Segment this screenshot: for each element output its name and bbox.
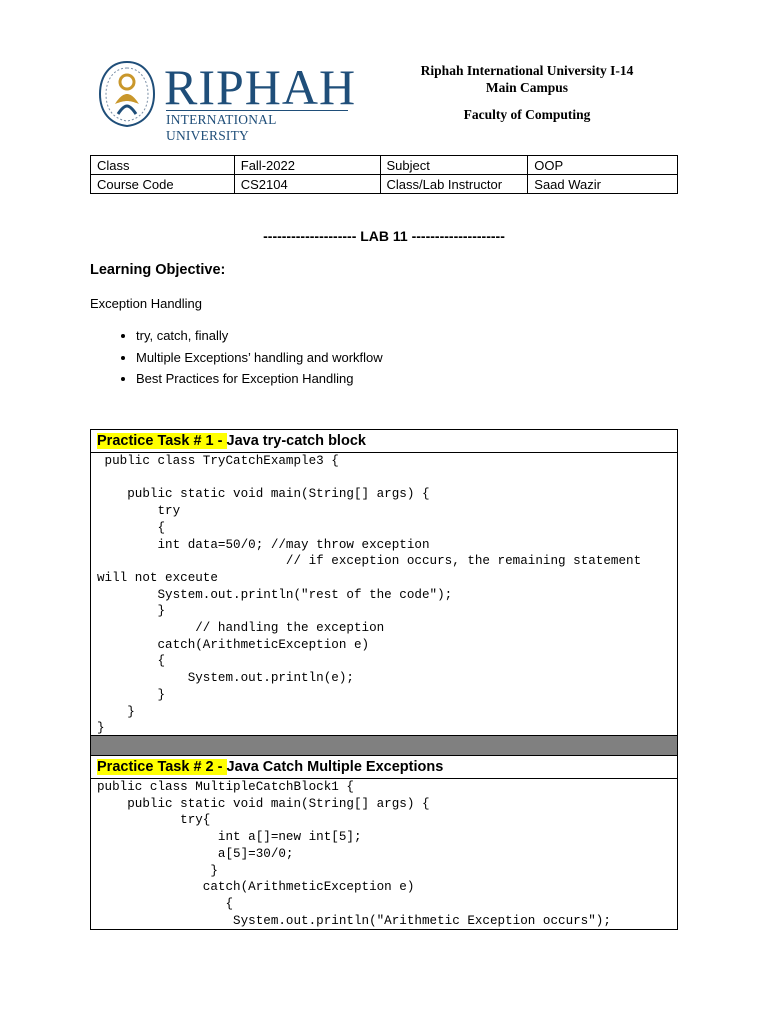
course-info-table [90, 155, 678, 194]
section-divider [90, 735, 678, 756]
code-block: public class TryCatchExample3 { public static void main(String[] args) { try { int data=50/0; //may throw exception // if exception occurs, the remaining statement will not exceute System.out.println("rest of the code"); } // handling the exception catch(ArithmeticException e) { System.out.println(e); } } } [97, 454, 642, 736]
task-label: Practice Task # 1 - [97, 433, 227, 449]
campus-name: Main Campus [485, 80, 569, 95]
table-row [91, 175, 678, 194]
learning-objective-heading: Learning Objective: [90, 262, 226, 278]
practice-task-2 [90, 755, 678, 930]
university-header [392, 62, 662, 123]
logo-subtitle: INTERNATIONAL UNIVERSITY [166, 110, 348, 144]
practice-task-1 [90, 429, 678, 737]
table-row [91, 156, 678, 175]
task-title: Java Catch Multiple Exceptions [226, 759, 444, 775]
faculty-name: Faculty of Computing [463, 107, 591, 122]
table-cell: OOP [528, 156, 678, 175]
task-heading [91, 430, 677, 453]
table-cell: Fall-2022 [234, 156, 380, 175]
table-cell: Class [91, 156, 235, 175]
learning-objective-subtitle: Exception Handling [90, 296, 203, 311]
lab-title: -------------------- LAB 11 -------------------- [263, 228, 505, 244]
table-cell: CS2104 [234, 175, 380, 194]
list-item: • try, catch, finally [136, 325, 383, 347]
list-item: • Best Practices for Exception Handling [136, 368, 383, 390]
logo-wordmark: RIPHAH [164, 59, 357, 115]
table-cell: Saad Wazir [528, 175, 678, 194]
task-label: Practice Task # 2 - [97, 759, 227, 775]
university-crest-icon [96, 60, 158, 130]
table-cell: Subject [380, 156, 528, 175]
code-block: public class MultipleCatchBlock1 { public static void main(String[] args) { try{ int a[]=new int[5]; a[5]=30/0; } catch(ArithmeticException e) { System.out.println("Arithmetic Exception occurs"); [97, 780, 611, 928]
university-name: Riphah International University I-14 [420, 63, 634, 78]
table-cell: Class/Lab Instructor [380, 175, 528, 194]
task-title: Java try-catch block [226, 433, 366, 449]
list-item: • Multiple Exceptions’ handling and workflow [136, 347, 383, 369]
table-cell: Course Code [91, 175, 235, 194]
task-heading [91, 756, 677, 779]
riphah-logo [96, 58, 357, 143]
objectives-list [90, 325, 383, 390]
